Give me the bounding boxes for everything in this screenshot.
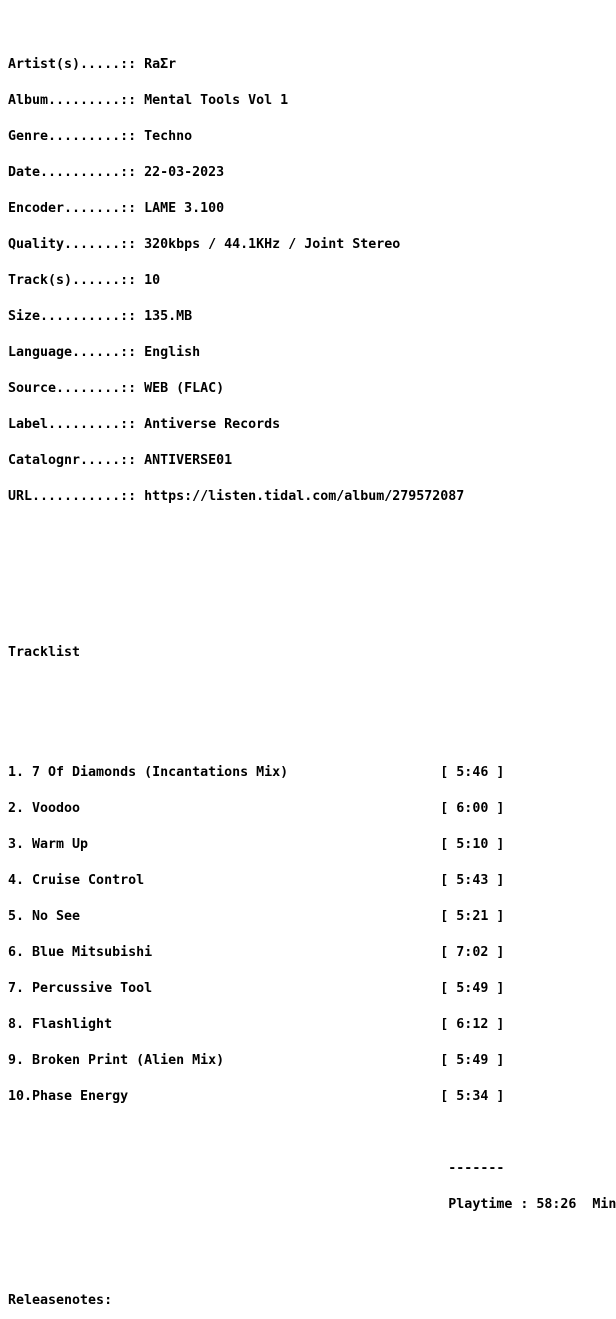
track-item: 4. Cruise Control [ 5:43 ] <box>8 873 505 888</box>
info-line-artist: Artist(s).....:: RaΣr <box>8 57 177 72</box>
track-item: 7. Percussive Tool [ 5:49 ] <box>8 981 505 996</box>
info-line-album: Album.........:: Mental Tools Vol 1 <box>8 93 289 108</box>
info-line-language: Language......:: English <box>8 345 201 360</box>
info-line-genre: Genre.........:: Techno <box>8 129 193 144</box>
track-item: 9. Broken Print (Alien Mix) [ 5:49 ] <box>8 1053 505 1068</box>
nfo-text-block <box>8 11 616 1319</box>
track-item: 6. Blue Mitsubishi [ 7:02 ] <box>8 945 505 960</box>
track-item: 3. Warm Up [ 5:10 ] <box>8 837 505 852</box>
spacer <box>8 1247 616 1259</box>
track-item: 10.Phase Energy [ 5:34 ] <box>8 1089 505 1104</box>
info-line-date: Date..........:: 22-03-2023 <box>8 165 225 180</box>
info-line-catalognr: Catalognr.....:: ANTIVERSE01 <box>8 453 233 468</box>
total-separator: ------- <box>8 1161 505 1176</box>
info-line-source: Source........:: WEB (FLAC) <box>8 381 225 396</box>
info-line-quality: Quality.......:: 320kbps / 44.1KHz / Joint Stereo <box>8 237 401 252</box>
info-line-url: URL...........:: https://listen.tidal.com/album/279572087 <box>8 489 465 504</box>
info-line-tracks: Track(s)......:: 10 <box>8 273 161 288</box>
info-line-encoder: Encoder.......:: LAME 3.100 <box>8 201 225 216</box>
tracklist-heading: Tracklist <box>8 645 81 660</box>
tracklist <box>8 743 616 1127</box>
info-line-size: Size..........:: 135.MB <box>8 309 193 324</box>
info-section <box>8 35 616 527</box>
track-item: 1. 7 Of Diamonds (Incantations Mix) [ 5:46 ] <box>8 765 505 780</box>
track-item: 2. Voodoo [ 6:00 ] <box>8 801 505 816</box>
spacer <box>8 695 616 707</box>
releasenotes-heading: Releasenotes: <box>8 1293 113 1308</box>
track-item: 5. No See [ 5:21 ] <box>8 909 505 924</box>
spacer <box>8 599 616 611</box>
track-item: 8. Flashlight [ 6:12 ] <box>8 1017 505 1032</box>
playtime-total: Playtime : 58:26 Min <box>8 1197 616 1212</box>
info-line-label: Label.........:: Antiverse Records <box>8 417 281 432</box>
spacer <box>8 563 616 575</box>
